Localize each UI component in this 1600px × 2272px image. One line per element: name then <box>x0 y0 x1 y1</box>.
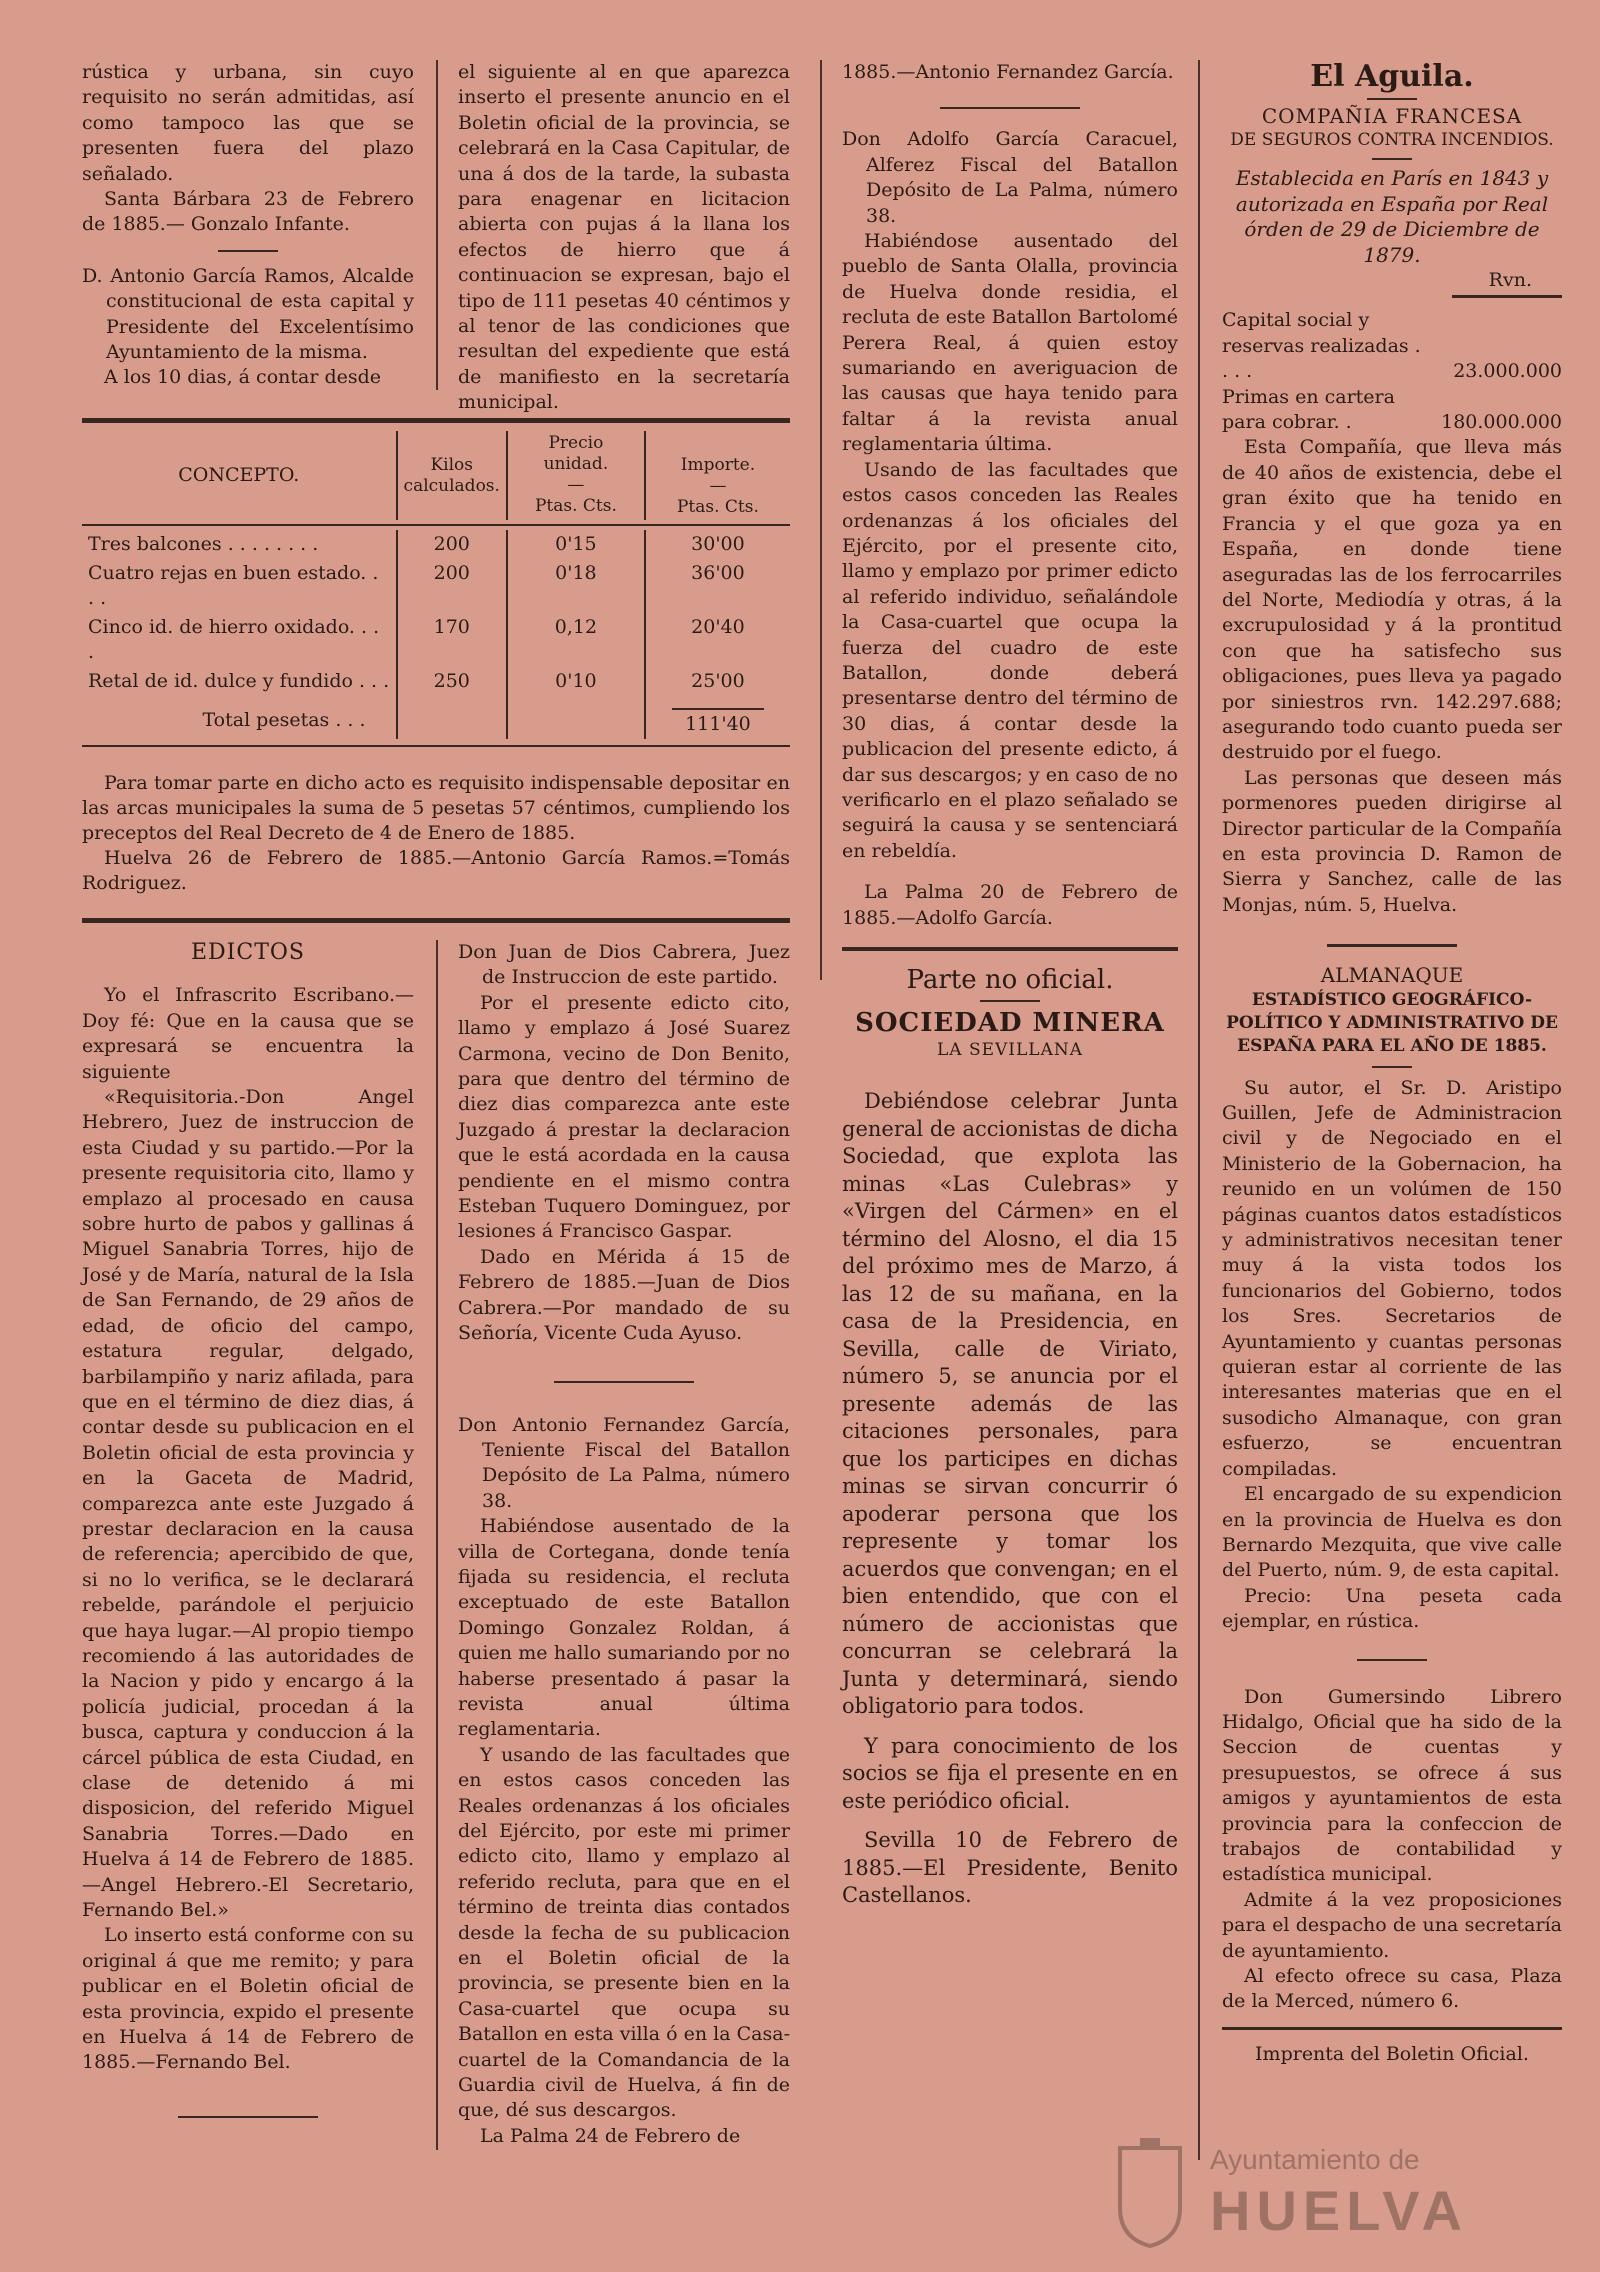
precio-cell: 0'10 <box>507 667 645 696</box>
col1-top <box>82 60 414 391</box>
paragraph: La Palma 24 de Febrero de <box>480 2124 741 2147</box>
column-rule <box>436 940 438 2150</box>
separator <box>1222 2027 1562 2030</box>
establecida-text: Establecida en París en 1843 y autorizada en España por Real órden de 29 de Diciembre de 1879. <box>1235 166 1549 267</box>
paragraph: Y usando de las facultades que en estos casos conceden las Reales ordenanzas á los oficiales del Ejército, por este mi primer edicto cito, llamo y emplazo al referido recluta, para que en el término de treinta dias contados desde la fecha de su publicacion en el Boletin oficial de la provincia, se presente bien en la Casa-cuartel que ocupa su Batallon en esta villa ó en la Casa-cuartel de la Comandancia de la Guardia civil de Huelva, á fin de que, dé sus descargos. <box>458 1743 790 2122</box>
paragraph: «Requisitoria.-Don Angel Hebrero, Juez de instruccion de esta Ciudad y su partido.—Por la presente requisitoria cito, llamo y emplazo al procesado en causa sobre hurto de pabos y gallinas á Miguel Sanabria Torres, hijo de José y de María, natural de la Isla de San Fernando, de 29 años de edad, de oficio del campo, estatura regular, delgado, barbilampiño y nariz afilada, para que en el término de diez dias, á contar desde su publicacion en el Boletin oficial de esta provincia y en la Gaceta de Madrid, comparezca ante este Juzgado á prestar declaracion en la causa de referencia; apercibido de que, si no lo verifica, se le declarará rebelde, parándole el perjuicio que haya lugar.—Al propio tiempo recomiendo á las autoridades de la Nacion y pido y encargo á la policía judicial, procedan á la busca, captura y conduccion á la cárcel pública de esta Ciudad, en clase de detenido á mi disposicion, del referido Miguel Sanabria Torres.—Dado en Huelva á 14 de Febrero de 1885.—Angel Hebrero.-El Secretario, Fernando Bel.» <box>82 1086 414 1922</box>
separator <box>178 2116 318 2118</box>
table-row <box>82 667 790 696</box>
header-ptas: Ptas. Cts. <box>676 497 759 517</box>
paragraph: D. Antonio García Ramos, Alcalde constitucional de esta capital y Presidente del Excelentísimo Ayuntamiento de la misma. <box>82 264 414 364</box>
paragraph: Habiéndose ausentado de la villa de Cortegana, donde tenía fijada su residencia, el recluta exceptuado de este Batallon Domingo Gonzalez Roldan, á quien me hallo sumariando por no haberse presentado á pasar la revista anual última reglamentaria. <box>458 1515 790 1741</box>
header-concepto: CONCEPTO. <box>178 464 300 486</box>
paragraph: Y para conocimiento de los socios se fija el presente en en este periódico oficial. <box>842 1733 1178 1813</box>
compania-title: COMPAÑIA FRANCESA <box>1261 104 1523 128</box>
paragraph: Don Antonio Fernandez García, Teniente Fiscal del Batallon Depósito de La Palma, número 38. <box>458 1413 790 1512</box>
column-rule <box>820 60 822 980</box>
col4 <box>1222 60 1562 2067</box>
section-title: EDICTOS <box>190 940 305 965</box>
total-label: Total pesetas . . . <box>202 709 366 731</box>
separator <box>940 107 1080 109</box>
column-rule <box>1198 60 1200 2160</box>
concept-cell: Tres balcones . . . . . . . . <box>88 533 319 555</box>
paragraph: Don Gumersindo Librero Hidalgo, Oficial que ha sido de la Seccion de cuentas y presupuestos, se ofrece á sus amigos y ayuntamientos de esta provincia para la confeccion de trabajos de contabilidad y estadística municipal. <box>1222 1685 1562 1886</box>
paragraph: Dado en Mérida á 15 de Febrero de 1885.—Juan de Dios Cabrera.—Por mandado de su Señoría, Vicente Cuda Ayuso. <box>458 1245 790 1345</box>
header-importe <box>645 431 790 520</box>
separator <box>554 1381 694 1383</box>
header-precio <box>507 431 645 520</box>
col3 <box>842 60 1178 1910</box>
paragraph: Usando de las facultades que estos casos conceden las Reales ordenanzas á los oficiales del Ejército, por el presente cito, llamo y emplazo por primer edicto al referido individuo, señalándole la Casa-cuartel que ocupa la fuerza del cuadro de este Batallon, donde deberá presentarse dentro del término de 30 dias, á contar desde la publicacion del presente edicto, á dar sus descargos; y en caso de no verificarlo en el plazo señalado se seguirá la causa y se sentenciará en rebeldía. <box>842 458 1178 862</box>
signature-line: La Palma 20 de Febrero de 1885.—Adolfo García. <box>842 881 1178 929</box>
paragraph: Esta Compañía, que lleva más de 40 años de existencia, debe el gran éxito que ha tenido en Francia y el que goza ya en España, en donde tiene aseguradas las de los ferrocarriles del Norte, Mediodía y otras, á la excrupulosidad y á la prontitud con que ha satisfecho sus obligaciones, pues lleva ya pagado por siniestros rvn. 142.297.688; asegurando todo cuanto pueda ser destruido por el fuego. <box>1222 436 1562 764</box>
separator <box>82 418 790 423</box>
almanaque-subtitle: ESTADÍSTICO GEOGRÁFICO-POLÍTICO Y ADMINISTRATIVO DE ESPAÑA PARA EL AÑO DE 1885. <box>1226 989 1558 1056</box>
seguros-title: DE SEGUROS CONTRA INCENDIOS. <box>1230 130 1554 151</box>
separator <box>82 524 790 526</box>
header-precio-label: Precio unidad. <box>543 433 609 474</box>
paragraph: rústica y urbana, sin cuyo requisito no serán admitidas, así como tampoco las que se presenten fuera del plazo señalado. <box>82 61 414 185</box>
signature-line: Santa Bárbara 23 de Febrero de 1885.— Gonzalo Infante. <box>82 188 414 236</box>
col2-top <box>458 60 790 416</box>
almanaque-title: ALMANAQUE <box>1320 963 1464 988</box>
paragraph: el siguiente al en que aparezca inserto el presente anuncio en el Boletin oficial de la provincia, se celebrará en la Casa Capitular, de una á dos de la tarde, la subasta para enagenar en licitacion abierta con pujas á la llana los efectos de hierro que á continuacion se expresan, bajo el tipo de 111 pesetas 40 céntimos y al tenor de las condiciones que resultan del expediente que está de manifiesto en la secretaría municipal. <box>458 61 790 414</box>
watermark-line1: Ayuntamiento de <box>1210 2144 1420 2175</box>
header-dash: — <box>567 475 585 495</box>
paragraph: Yo el Infrascrito Escribano.— Doy fé: Que en la causa que se expresará se encuentra la siguiente <box>82 984 414 1083</box>
primas-value: 180.000.000 <box>1441 411 1562 434</box>
importe-cell: 20'40 <box>645 613 790 667</box>
section-title: Parte no oficial. <box>906 965 1114 995</box>
society-title: SOCIEDAD MINERA <box>855 1008 1165 1038</box>
separator <box>1372 1066 1412 1068</box>
header-ptas: Ptas. Cts. <box>534 496 617 516</box>
concept-cell: Retal de id. dulce y fundido . . . <box>88 670 390 692</box>
paragraph: Precio: Una peseta cada ejemplar, en rústica. <box>1222 1584 1562 1633</box>
header-importe-label: Importe. <box>680 455 756 475</box>
capital-label: Capital social y reservas realizadas . . . . <box>1222 309 1421 383</box>
aguila-title: El Aguila. <box>1310 59 1474 94</box>
paragraph: Debiéndose celebrar Junta general de accionistas de dicha Sociedad, que explota las minas «Las Culebras» y «Virgen del Cármen» en el término del Alosno, el dia 15 del próximo mes de Marzo, á las 12 de su mañana, en la casa de la Presidencia, en Sevilla, calle de Viriato, número 5, se anuncia por el presente además de las citaciones personales, para que los participes en dichas minas se sirvan concurrir ó apoderar persona que los represente y tomar los acuerdos que convengan; en el bien entendido, que con el número de accionistas que concurran se celebrará la Junta y determinará, siendo obligatorio para todos. <box>842 1089 1178 1718</box>
paragraph: Al efecto ofrece su casa, Plaza de la Merced, número 6. <box>1222 1965 1562 2013</box>
paragraph: El encargado de su expendicion en la provincia de Huelva es don Bernardo Mezquita, que vive calle del Puerto, núm. 9, de esta capital. <box>1222 1483 1562 1582</box>
concept-cell: Cuatro rejas en buen estado. . . . <box>88 562 379 609</box>
separator <box>82 745 790 747</box>
total-value <box>645 696 790 739</box>
subasta-table <box>82 431 790 739</box>
concept-cell: Cinco id. de hierro oxidado. . . . <box>88 616 380 663</box>
signature-line: Sevilla 10 de Febrero de 1885.—El Presidente, Benito Castellanos. <box>842 1828 1178 1907</box>
precio-cell: 0'15 <box>507 530 645 559</box>
capital-row <box>1222 308 1562 384</box>
importe-cell: 36'00 <box>645 559 790 613</box>
paragraph: A los 10 dias, á contar desde <box>104 366 382 389</box>
separator <box>1367 98 1417 100</box>
paragraph: Don Adolfo García Caracuel, Alferez Fiscal del Batallon Depósito de La Palma, número 38. <box>842 128 1178 227</box>
paragraph: Las personas que deseen más pormenores pueden dirigirse al Director particular de la Compañía en esta provincia D. Ramon de Sierra y Sanchez, calle de las Monjas, núm. 5, Huelva. <box>1222 766 1562 916</box>
table-row <box>82 530 790 559</box>
header-dash: — <box>709 476 727 496</box>
primas-row <box>1222 385 1562 436</box>
kilos-cell: 170 <box>397 613 507 667</box>
separator <box>82 918 790 923</box>
capital-value: 23.000.000 <box>1453 360 1562 383</box>
signature-line: Huelva 26 de Febrero de 1885.—Antonio García Ramos.=Tomás Rodriguez. <box>82 847 790 894</box>
paragraph: Para tomar parte en dicho acto es requisito indispensable depositar en las arcas municipales la suma de 5 pesetas 57 céntimos, cumpliendo los preceptos del Real Decreto de 4 de Enero de 1885. <box>82 772 790 844</box>
kilos-cell: 200 <box>397 530 507 559</box>
importe-cell: 25'00 <box>645 667 790 696</box>
paragraph: Don Juan de Dios Cabrera, Juez de Instruccion de este partido. <box>458 941 790 989</box>
primas-label: Primas en cartera para cobrar. . <box>1222 385 1395 434</box>
signature-line: 1885.—Antonio Fernandez García. <box>842 61 1174 83</box>
subasta-table-block <box>82 418 790 933</box>
paragraph: Habiéndose ausentado del pueblo de Santa Olalla, provincia de Huelva donde residia, el recluta de este Batallon Bartolomé Perera Real, á quien estoy sumariando en averiguacion de las causas que haya tenido para faltar á la revista anual reglamentaria última. <box>842 230 1178 456</box>
paragraph: Su autor, el Sr. D. Aristipo Guillen, Jefe de Administracion civil y de Negociado en el Ministerio de la Gobernacion, ha reunido en un volúmen de 150 páginas cuantos datos estadísticos y administrativos necesitan tener muy á la vista todos los funcionarios del Gobierno, todos los Sres. Secretarios de Ayuntamiento y cuantas personas quieran estar al corriente de las interesantes materias que en el susodicho Almanaque, con gran esfuerzo, se encuentran compiladas. <box>1222 1076 1562 1480</box>
paragraph: Por el presente edicto cito, llamo y emplazo á José Suarez Carmona, vecino de Don Benito, para que dentro del término de diez dias comparezca ante este Juzgado á prestar la declaracion que le está acordada en la causa pendiente en el mismo contra Esteban Tuquero Dominguez, por lesiones á Francisco Gaspar. <box>458 991 790 1243</box>
watermark <box>1110 2134 1530 2254</box>
total-row <box>82 696 790 739</box>
header-kilos: Kilos calculados. <box>397 431 507 520</box>
table-row <box>82 559 790 613</box>
rvn-label: Rvn. <box>1488 269 1532 292</box>
imprenta-footer: Imprenta del Boletin Oficial. <box>1255 2042 1529 2065</box>
watermark-line2: HUELVA <box>1210 2179 1468 2242</box>
separator <box>1357 1659 1427 1661</box>
crest-icon <box>1110 2138 1190 2248</box>
table-row <box>82 613 790 667</box>
separator <box>1372 158 1412 160</box>
precio-cell: 0'18 <box>507 559 645 613</box>
importe-cell: 30'00 <box>645 530 790 559</box>
col2-bottom <box>458 940 790 2149</box>
separator <box>218 250 278 252</box>
total-amount: 111'40 <box>685 713 751 735</box>
paragraph: Admite á la vez proposiciones para el despacho de una secretaría de ayuntamiento. <box>1222 1888 1562 1962</box>
separator <box>980 1000 1040 1002</box>
kilos-cell: 250 <box>397 667 507 696</box>
precio-cell: 0,12 <box>507 613 645 667</box>
separator <box>842 947 1178 951</box>
edictos-column <box>82 940 414 2130</box>
society-subtitle: LA SEVILLANA <box>936 1040 1084 1060</box>
column-rule <box>436 60 438 390</box>
separator <box>1327 944 1457 947</box>
paragraph: Lo inserto está conforme con su original á que me remito; y para publicar en el Boletin oficial de esta provincia, expido el presente en Huelva á 14 de Febrero de 1885.—Fernando Bel. <box>82 1924 414 2074</box>
kilos-cell: 200 <box>397 559 507 613</box>
